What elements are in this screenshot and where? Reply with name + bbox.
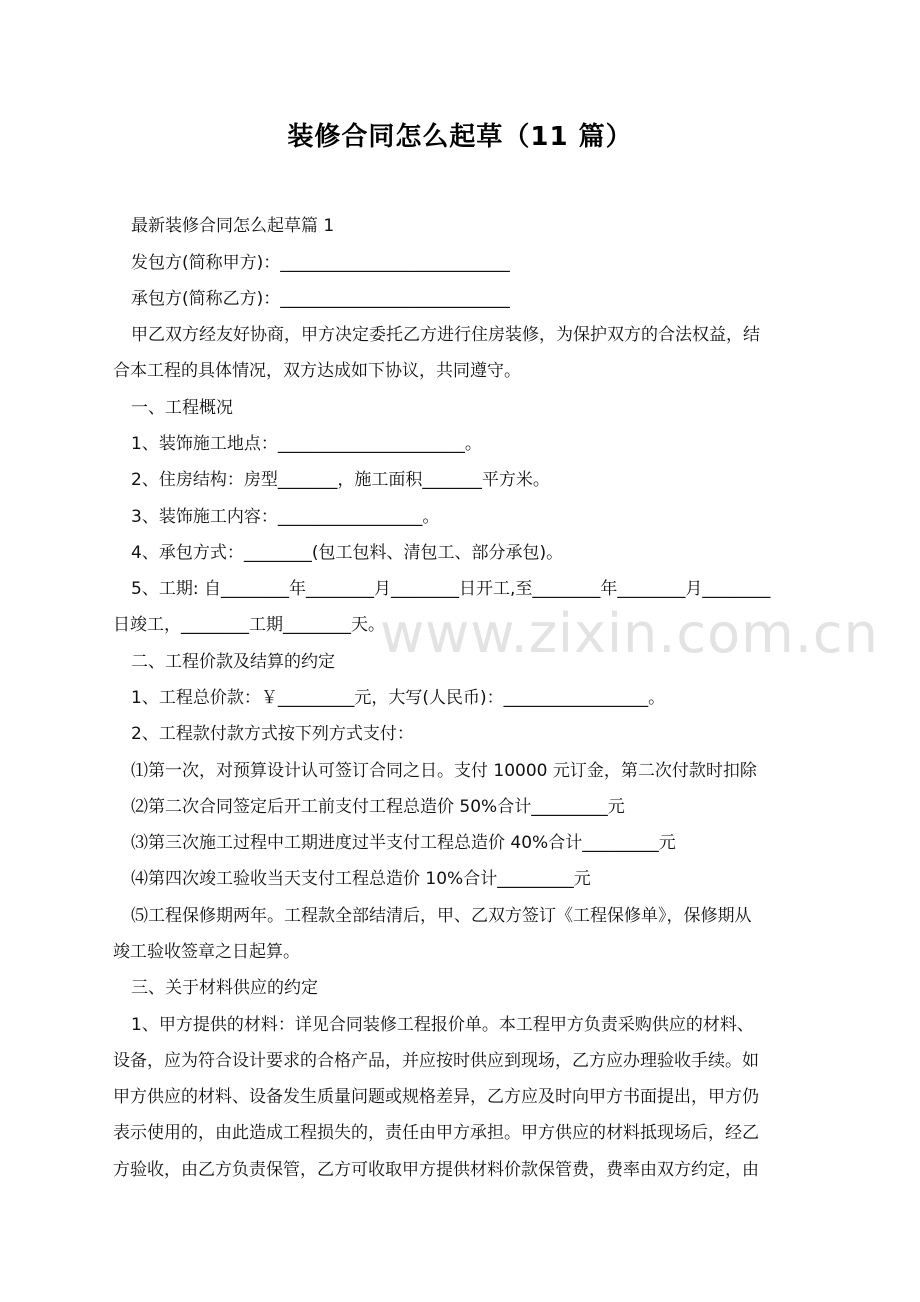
paragraph-line: 方验收，由乙方负责保管，乙方可收取甲方提供材料价款保管费，费率由双方约定，由 <box>113 1160 759 1180</box>
section-heading: 最新装修合同怎么起草篇 1 <box>131 216 335 236</box>
party-b-line: 承包方(简称乙方)：___________________________ <box>131 289 510 309</box>
clause-line: 2、住房结构：房型_______，施工面积_______平方米。 <box>131 470 550 490</box>
payment-line: ⑵第二次合同签定后开工前支付工程总造价 50%合计_________元 <box>131 797 625 817</box>
section-heading: 一、工程概况 <box>131 398 233 418</box>
clause-line: 2、工程款付款方式按下列方式支付： <box>131 724 414 744</box>
paragraph-line: 甲方供应的材料、设备发生质量问题或规格差异，乙方应及时向甲方书面提出，甲方仍 <box>113 1087 759 1107</box>
clause-line: 1、装饰施工地点：______________________。 <box>131 434 482 454</box>
paragraph-line: 设备，应为符合设计要求的合格产品，并应按时供应到现场，乙方应办理验收手续。如 <box>113 1051 759 1071</box>
payment-line: ⑶第三次施工过程中工期进度过半支付工程总造价 40%合计_________元 <box>131 833 676 853</box>
payment-line: ⑸工程保修期两年。工程款全部结清后，甲、乙双方签订《工程保修单》，保修期从 <box>131 906 752 926</box>
party-a-line: 发包方(简称甲方)：___________________________ <box>131 253 510 273</box>
paragraph-line: 合本工程的具体情况，双方达成如下协议，共同遵守。 <box>113 361 521 381</box>
clause-line: 5、工期: 自________年________月________日开工,至________年________月________ <box>131 579 771 599</box>
clause-line: 4、承包方式：________(包工包料、清包工、部分承包)。 <box>131 543 564 563</box>
paragraph-line: 1、甲方提供的材料：详见合同装修工程报价单。本工程甲方负责采购供应的材料、 <box>131 1015 754 1035</box>
document-title: 装修合同怎么起草（11 篇） <box>287 122 633 152</box>
payment-line: 竣工验收签章之日起算。 <box>113 942 300 962</box>
payment-line: ⑷第四次竣工验收当天支付工程总造价 10%合计_________元 <box>131 869 591 889</box>
clause-line: 日竣工，________工期________天。 <box>113 615 385 635</box>
section-heading: 二、工程价款及结算的约定 <box>131 652 335 672</box>
payment-line: ⑴第一次，对预算设计认可签订合同之日。支付 10000 元订金，第二次付款时扣除 <box>131 761 757 781</box>
paragraph-line: 甲乙双方经友好协商，甲方决定委托乙方进行住房装修，为保护双方的合法权益，结 <box>131 325 760 345</box>
watermark: www.zixin.com.cn <box>380 602 879 665</box>
paragraph-line: 表示使用的，由此造成工程损失的，责任由甲方承担。甲方供应的材料抵现场后，经乙 <box>113 1123 759 1143</box>
section-heading: 三、关于材料供应的约定 <box>131 978 318 998</box>
clause-line: 3、装饰施工内容：_________________。 <box>131 507 440 527</box>
clause-line: 1、工程总价款：￥_________元，大写(人民币)：_________________。 <box>131 688 666 708</box>
